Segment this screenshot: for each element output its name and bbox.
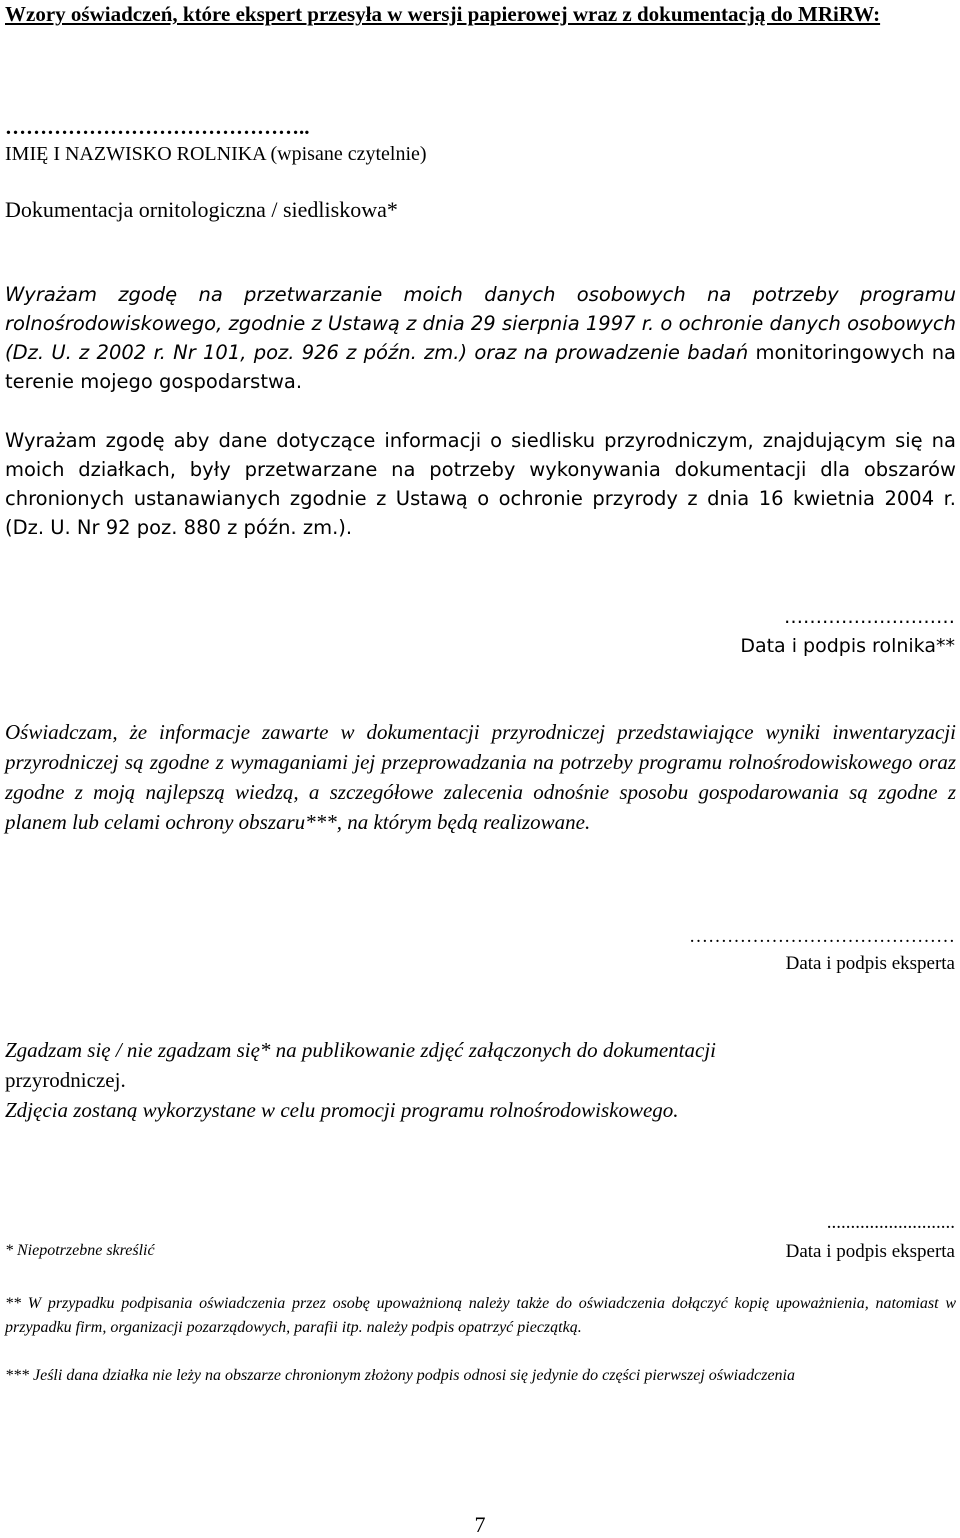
- expert-signature-dots: ……………………………………: [689, 926, 955, 947]
- farmer-signature-label: Data i podpis rolnika**: [740, 635, 955, 657]
- photo-publication-consent: [5, 1035, 956, 1125]
- farmer-name-dots: ……………………………………..: [5, 115, 310, 139]
- farmer-name-label: IMIĘ I NAZWISKO ROLNIKA (wpisane czytelnie): [5, 143, 427, 165]
- photo-consent-line2: przyrodniczej.: [5, 1068, 126, 1092]
- footnote-1-text: * Niepotrzebne skreślić: [5, 1242, 155, 1259]
- documentation-type: Dokumentacja ornitologiczna / siedliskowa*: [5, 197, 398, 222]
- expert-signature-label: Data i podpis eksperta: [785, 953, 955, 974]
- farmer-signature-dots: ………………………: [784, 606, 955, 628]
- expert-declaration-text: Oświadczam, że informacje zawarte w dokumentacji przyrodniczej przedstawiające wyniki inwentaryzacji przyrodniczej są zgodne z wymaganiami jej przeprowadzania na potrzeby programu rolnośrodowiskowego oraz zgodne z moją najlepszą wiedzą, a szczegółowe zalecenia odnośnie sposobu gospodarowania są zgodne z planem lub celami ochrony obszaru**: [5, 720, 956, 834]
- footnote-3: [5, 1364, 956, 1388]
- photo-consent-line1: Zgadzam się / nie zgadzam się* na publikowanie zdjęć załączonych do dokumentacji: [5, 1038, 716, 1062]
- personal-data-consent: [5, 280, 956, 396]
- expert-signature-2-label: Data i podpis eksperta: [785, 1241, 955, 1262]
- personal-data-consent-italic: Wyrażam zgodę na przetwarzanie moich danych osobowych na potrzeby programu rolnośrodowiskowego, zgodnie z Ustawą z dnia 29 sierpnia 1997 r. o ochronie danych osobowych (Dz. U. z 2002 r. Nr 101, poz. 926 z późn. zm.) oraz na prowadzenie badań: [5, 283, 956, 364]
- personal-data-consent-regular: monitoringowych na terenie mojego gospodarstwa.: [5, 341, 957, 393]
- expert-signature-2-dots: ...........................: [826, 1212, 955, 1233]
- footnote-3-text: *** Jeśli dana działka nie leży na obszarze chronionym złożony podpis odnosi się jedynie do części pierwszej oświadczenia: [5, 1367, 795, 1384]
- footnote-1: [5, 1239, 956, 1263]
- photo-consent-line3: Zdjęcia zostaną wykorzystane w celu promocji programu rolnośrodowiskowego.: [5, 1098, 679, 1122]
- document-title: Wzory oświadczeń, które ekspert przesyła w wersji papierowej wraz z dokumentacją do MRiRW:: [5, 2, 881, 26]
- page-number: 7: [474, 1512, 486, 1537]
- expert-declaration: [5, 717, 956, 837]
- habitat-data-consent: Wyrażam zgodę aby dane dotyczące informacji o siedlisku przyrodniczym, znajdującym się na moich działkach, były przetwarzane na potrzeby wykonywania dokumentacji dla obszarów chronionych ustanawianych zgodnie z Ustawą o ochronie przyrody z dnia 16 kwietnia 2004 r. (Dz. U. Nr 92 poz. 880 z późn. zm.).: [5, 429, 956, 539]
- footnote-2-text: ** W przypadku podpisania oświadczenia przez osobę upoważnioną należy także do oświadczenia dołączyć kopię upoważnienia, natomiast w przypadku firm, organizacji pozarządowych, parafii itp. należy podpis opatrzyć pieczątką.: [5, 1295, 956, 1336]
- expert-declaration-tail: *, na którym będą realizowane.: [326, 810, 591, 834]
- footnote-2: [5, 1292, 956, 1340]
